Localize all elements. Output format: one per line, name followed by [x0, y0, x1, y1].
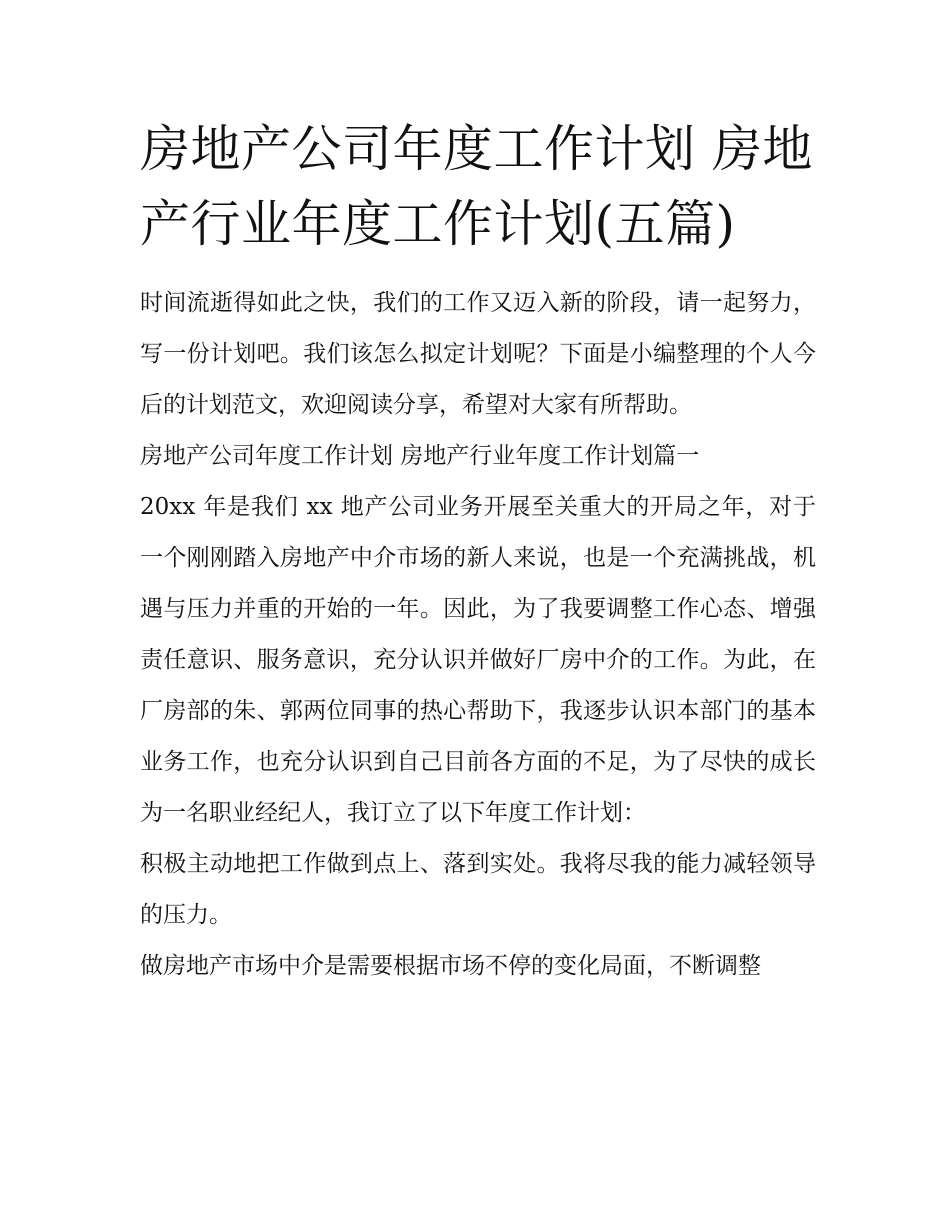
body-paragraph: 做房地产市场中介是需要根据市场不停的变化局面，不断调整	[140, 953, 761, 979]
body-paragraph: 积极主动地把工作做到点上、落到实处。我将尽我的能力减轻领导的压力。	[140, 851, 816, 928]
section-heading: 房地产公司年度工作计划 房地产行业年度工作计划篇一	[140, 443, 700, 469]
intro-paragraph: 时间流逝得如此之快，我们的工作又迈入新的阶段，请一起努力，写一份计划吧。我们该怎么拟定计划呢？下面是小编整理的个人今后的计划范文，欢迎阅读分享，希望对大家有所帮助。	[140, 290, 816, 418]
body-paragraph: 20xx 年是我们 xx 地产公司业务开展至关重大的开局之年，对于一个刚刚踏入房地产中介市场的新人来说，也是一个充满挑战，机遇与压力并重的开始的一年。因此，为了我要调整工作心态、增强责任意识、服务意识，充分认识并做好厂房中介的工作。为此，在厂房部的朱、郭两位同事的热心帮助下，我逐步认识本部门的基本业务工作，也充分认识到自己目前各方面的不足，为了尽快的成长为一名职业经纪人，我订立了以下年度工作计划：	[140, 494, 816, 826]
document-title: 房地产公司年度工作计划 房地产行业年度工作计划(五篇)	[140, 120, 813, 253]
document-page	[140, 112, 816, 992]
